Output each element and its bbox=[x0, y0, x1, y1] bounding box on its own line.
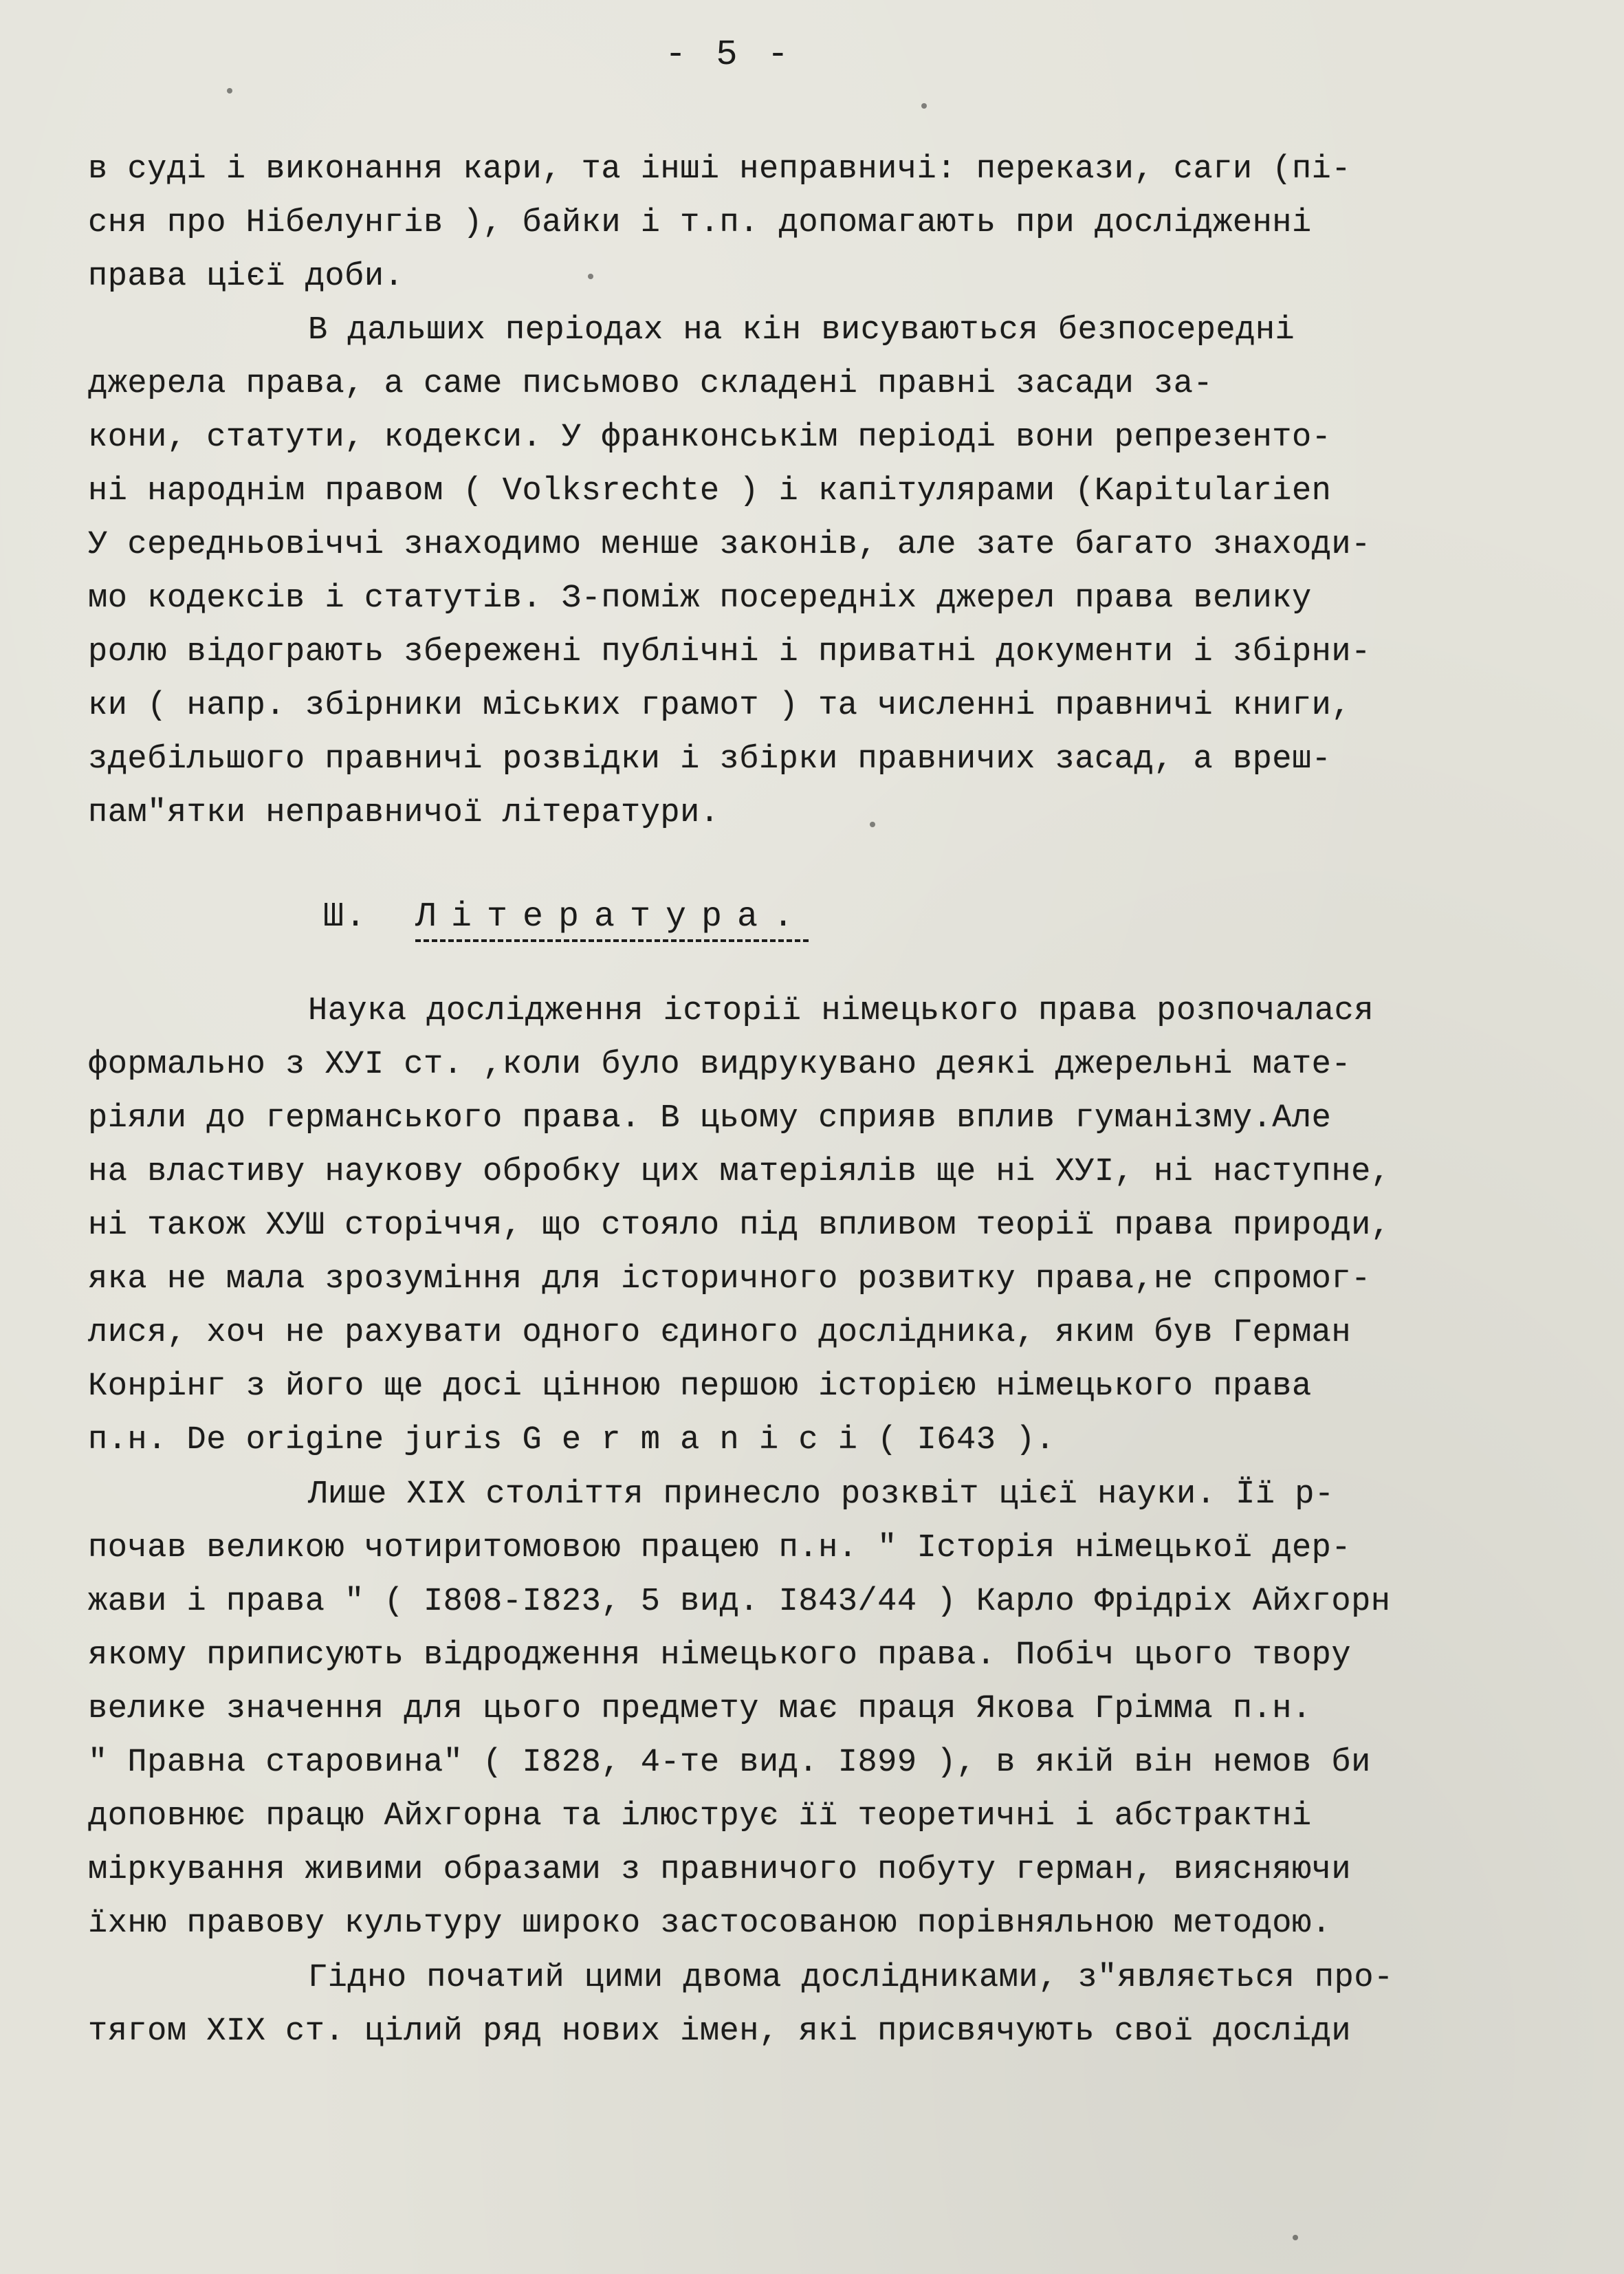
text-line: ріяли до германського права. В цьому сприяв вплив гуманізму.Але bbox=[88, 1100, 1332, 1137]
text-line: яка не мала зрозуміння для історичного розвитку права,не спромог- bbox=[88, 1261, 1371, 1298]
paragraph-5 bbox=[88, 1952, 1566, 2059]
text-line: ки ( напр. збірники міських грамот ) та численні правничі книги, bbox=[88, 688, 1352, 724]
section-title: Література. bbox=[415, 897, 809, 942]
text-line: джерела права, а саме письмово складені правні засади за- bbox=[88, 366, 1214, 402]
text-line: сня про Нібелунгів ), байки і т.п. допомагають при дослідженні bbox=[88, 205, 1312, 241]
ink-speck bbox=[1293, 2235, 1298, 2240]
text-line: в суді і виконання кари, та інші неправничі: перекази, саги (пі- bbox=[88, 151, 1352, 188]
text-line: Гідно початий цими двома дослідниками, з"являється про- bbox=[308, 1960, 1394, 1996]
text-line: права цієї доби. bbox=[88, 259, 404, 295]
text-line: на властиву наукову обробку цих матеріялів ще ні ХУІ, ні наступне, bbox=[88, 1154, 1391, 1190]
paragraph-4 bbox=[88, 1468, 1566, 1951]
paragraph-3 bbox=[88, 985, 1566, 1467]
text-line: лися, хоч не рахувати одного єдиного дослідника, яким був Герман bbox=[88, 1315, 1352, 1351]
text-line: пам"ятки неправничої літератури. bbox=[88, 795, 720, 831]
text-line: У середньовіччі знаходимо менше законів, але зате багато знаходи- bbox=[88, 527, 1371, 563]
section-number: Ш. bbox=[323, 897, 368, 937]
text-line: жави і права " ( I808-I823, 5 вид. I843/44 ) Карло Фрідріх Айхгорн bbox=[88, 1584, 1391, 1620]
text-line: ролю відограють збережені публічні і приватні документи і збірни- bbox=[88, 634, 1371, 670]
ink-speck bbox=[921, 103, 927, 109]
ink-speck bbox=[870, 822, 875, 827]
text-line: Конрінг з його ще досі цінною першою історією німецького права bbox=[88, 1368, 1312, 1405]
text-line: тягом XIX ст. цілий ряд нових імен, які присвячують свої досліди bbox=[88, 2013, 1352, 2050]
text-line: п.н. De origine juris G e r m a n i c i ( I643 ). bbox=[88, 1422, 1055, 1458]
text-line: Лише XIX століття принесло розквіт цієї науки. Її р- bbox=[308, 1476, 1335, 1513]
text-line: " Правна старовина" ( I828, 4-те вид. I899 ), в якій він немов би bbox=[88, 1745, 1371, 1781]
text-line: ні також ХУШ сторіччя, що стояло під впливом теорії права природи, bbox=[88, 1207, 1391, 1244]
text-line: мо кодексів і статутів. З-поміж посередніх джерел права велику bbox=[88, 580, 1312, 617]
text-line: кони, статути, кодекси. У франконськім періоді вони репрезенто- bbox=[88, 419, 1332, 456]
ink-speck bbox=[227, 88, 232, 94]
paragraph-2 bbox=[88, 304, 1566, 840]
ink-speck bbox=[588, 274, 593, 279]
section-heading bbox=[323, 897, 809, 937]
text-line: якому приписують відродження німецького права. Побіч цього твору bbox=[88, 1637, 1352, 1674]
page-number: - 5 - bbox=[664, 34, 793, 75]
text-line: В дальших періодах на кін висуваються безпосередні bbox=[308, 312, 1295, 349]
text-line: їхню правову культуру широко застосованою порівняльною методою. bbox=[88, 1905, 1332, 1942]
text-line: ні народнім правом ( Volksrechte ) і капітулярами (Kapitularien bbox=[88, 473, 1332, 510]
text-line: міркування живими образами з правничого побуту герман, виясняючи bbox=[88, 1852, 1352, 1888]
paragraph-1 bbox=[88, 143, 1566, 304]
text-line: доповнює працю Айхгорна та ілюструє її теоретичні і абстрактні bbox=[88, 1798, 1312, 1835]
text-line: здебільшого правничі розвідки і збірки правничих засад, а вреш- bbox=[88, 741, 1332, 778]
text-line: почав великою чотиритомовою працею п.н. " Історія німецької дер- bbox=[88, 1530, 1352, 1566]
text-line: формально з ХУІ ст. ,коли було видрукувано деякі джерельні мате- bbox=[88, 1047, 1352, 1083]
text-line: велике значення для цього предмету має праця Якова Грімма п.н. bbox=[88, 1691, 1312, 1727]
text-line: Наука дослідження історії німецького права розпочалася bbox=[308, 993, 1374, 1029]
